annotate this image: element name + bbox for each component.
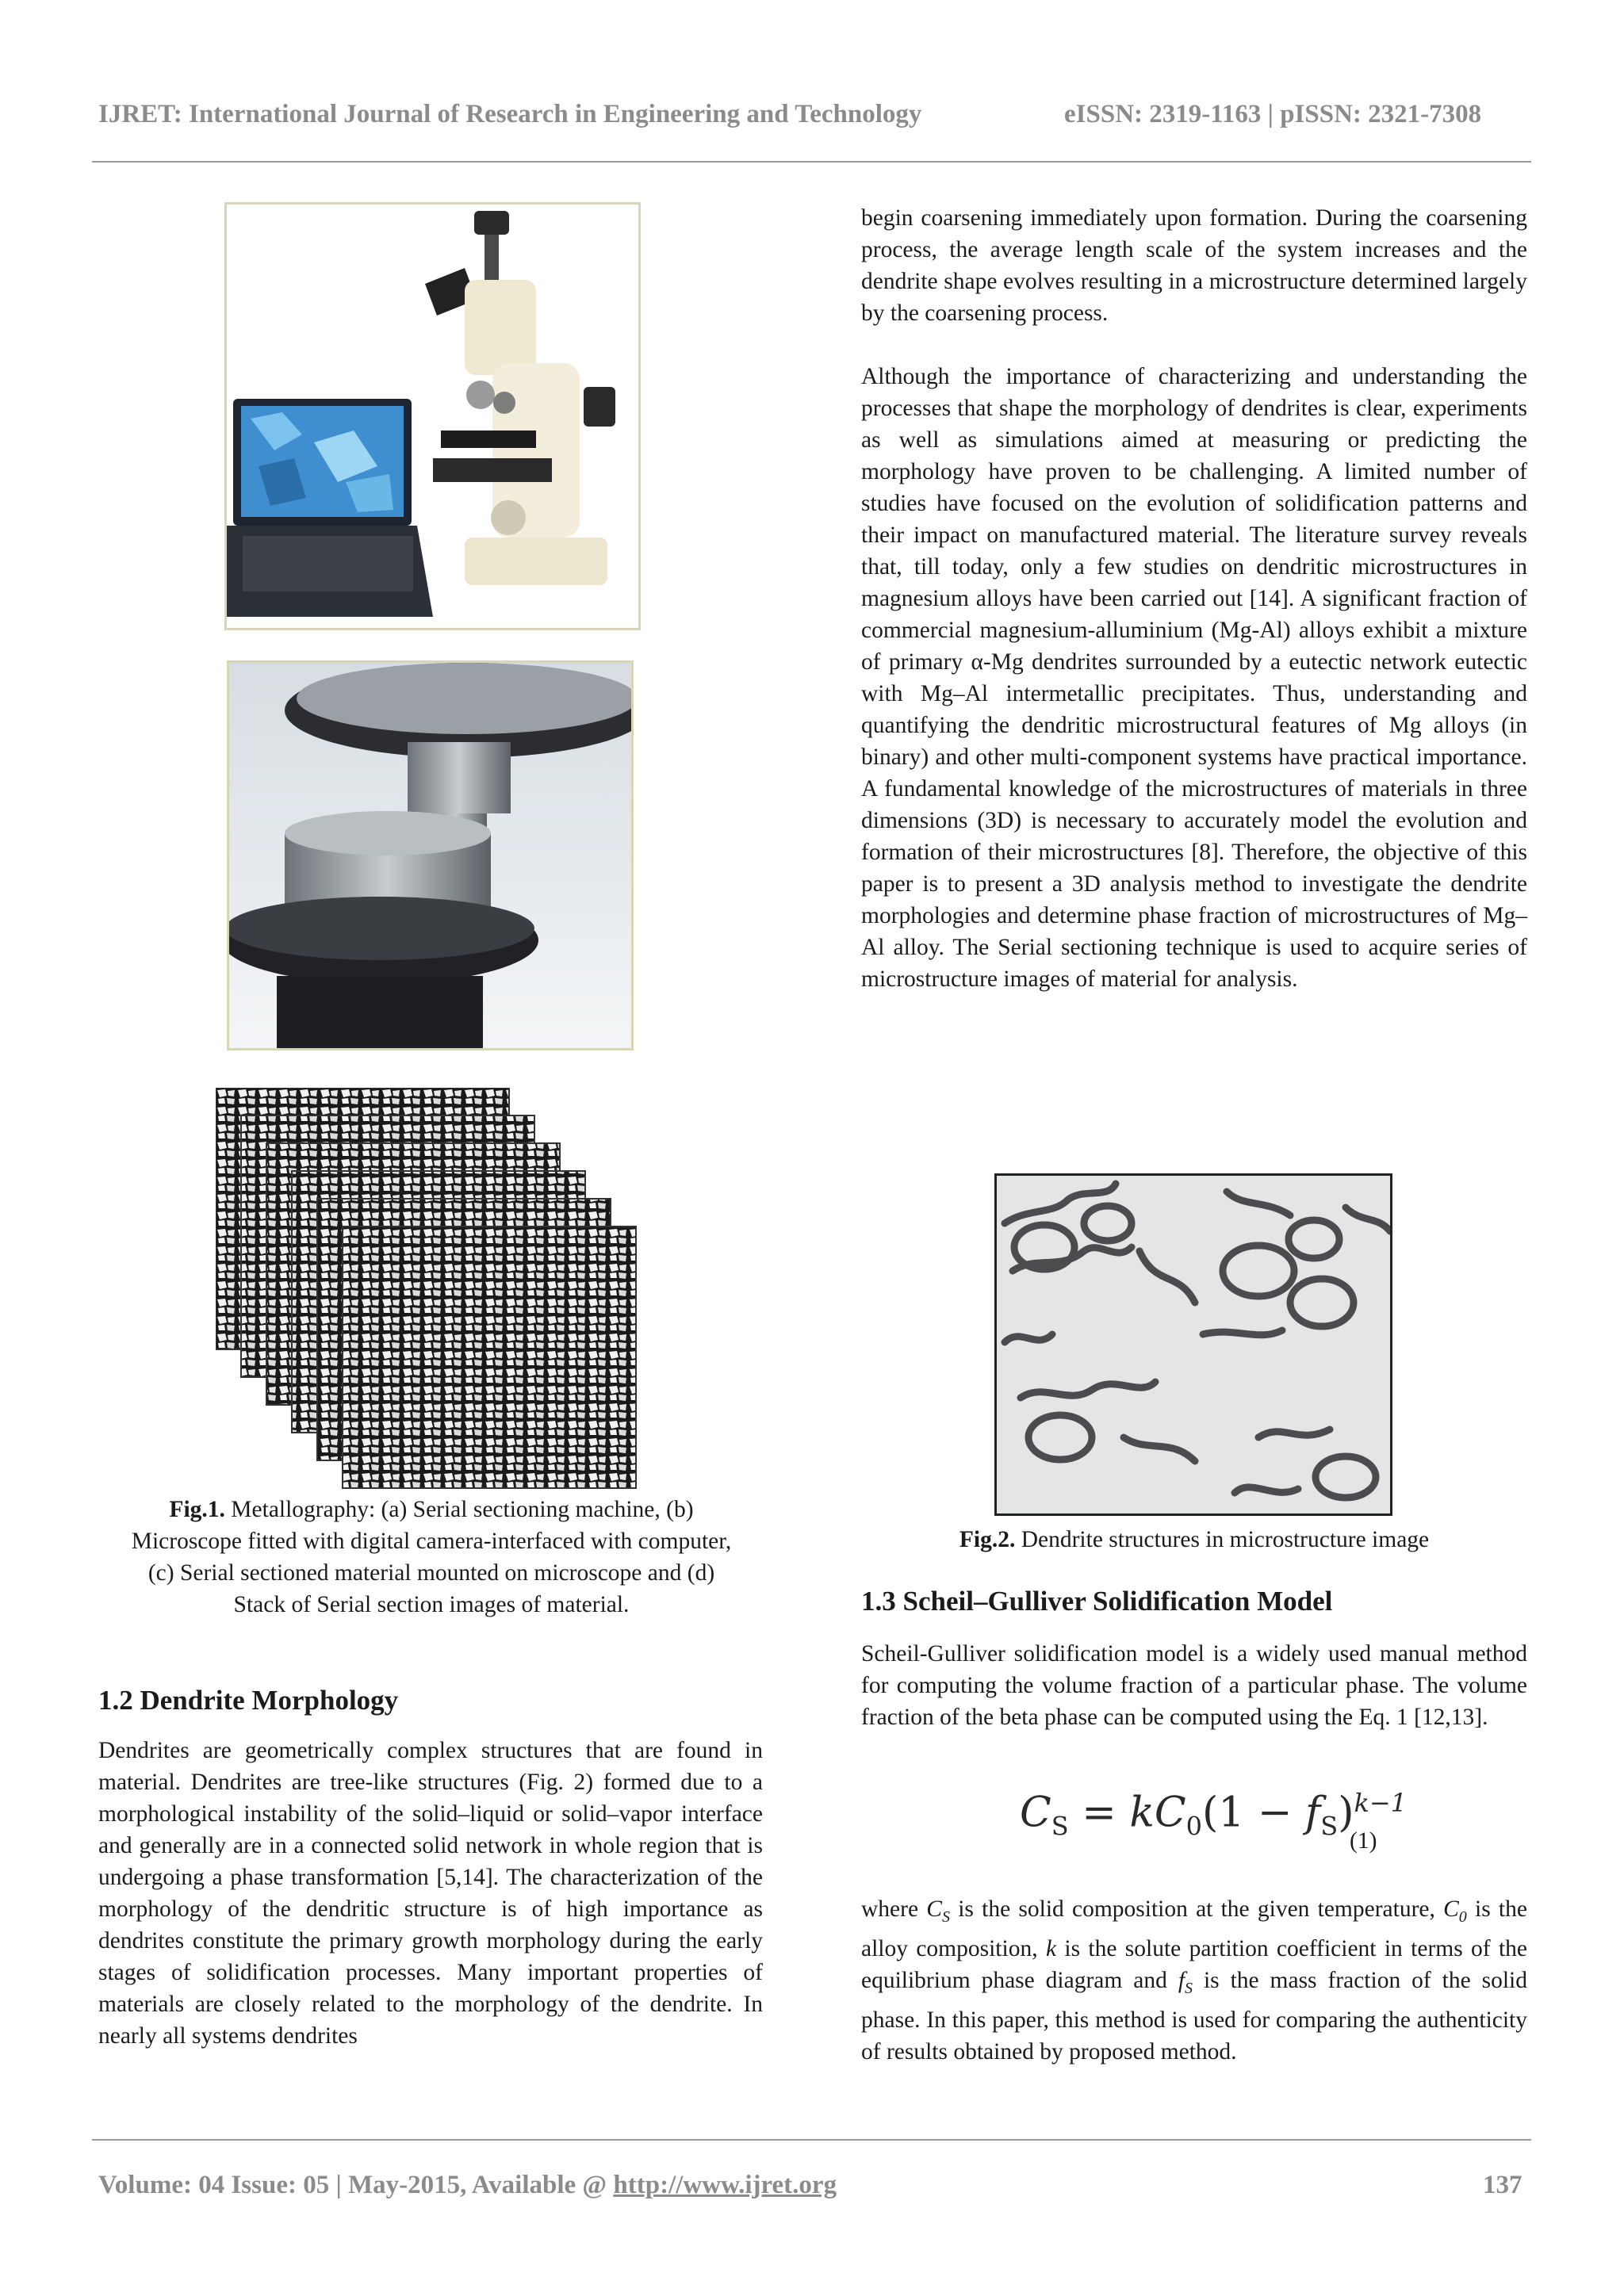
issn-text: eISSN: 2319-1163 | pISSN: 2321-7308 [1064, 100, 1482, 128]
footer-rule [92, 2139, 1531, 2141]
fig1-caption-text: Metallography: (a) Serial sectioning machine, (b) Microscope fitted with digital camera-interfaced with computer, (c) Serial sectioned material mounted on microscope and (d) Stack of Serial section images of material. [131, 1497, 732, 1617]
serial-section-stack-image [216, 1088, 648, 1490]
dendrite-morphology-text: Dendrites are geometrically complex structures that are found in material. Dendrites are tree-like structures (Fig. 2) formed due to a morphological instability of the solid–liquid or solid–vapor interface and generally are in a connected solid network in whole region that is undergoing a phase transformation [5,14]. The characterization of the morphology of the dendritic structure is of high importance as dendrites constitute the primary growth morphology during the early stages of solidification processes. Many important properties of materials are closely related to the morphology of the dendrite. In nearly all systems dendrites [98, 1738, 763, 2049]
variable-definitions: where $C_S$ is the solid composition at the given temperature, $C_0$ is the alloy composition, k is the solute partition coefficient in terms of the equilibrium phase diagram and $f_S$ is the mass fraction of the solid phase. In this paper, this method is used for comparing the authenticity of results obtained by proposed method. [861, 1896, 1528, 2064]
sectioning-machine-photo [227, 660, 634, 1050]
scheil-gulliver-paragraph [861, 1638, 1527, 1733]
scheil-gulliver-text: Scheil-Gulliver solidification model is a widely used manual method for computing the volume fraction of a particular phase. The volume fraction of the beta phase can be computed using the Eq. 1 [12,13]. [861, 1641, 1527, 1730]
right-column-text [861, 202, 1527, 995]
microscope-photo [224, 202, 641, 630]
fig1-caption-label: Fig.1. [169, 1497, 225, 1522]
where-paragraph [861, 1893, 1527, 2068]
dendrite-morphology-paragraph [98, 1735, 763, 2052]
fig2-caption-label: Fig.2. [959, 1527, 1016, 1552]
journal-title: IJRET: International Journal of Research in Engineering and Technology [98, 100, 922, 128]
coarsening-paragraph: begin coarsening immediately upon formation. During the coarsening process, the average length scale of the system increases and the dendrite shape evolves resulting in a microstructure determined largely by the coarsening process. [861, 205, 1527, 326]
fig2-caption-text: Dendrite structures in microstructure image [1015, 1527, 1430, 1552]
dendrite-microstructure-image [994, 1173, 1392, 1516]
journal-website-link[interactable]: http://www.ijret.org [613, 2171, 837, 2199]
section-heading-dendrite-morphology: 1.2 Dendrite Morphology [98, 1685, 399, 1716]
importance-paragraph: Although the importance of characterizing and understanding the processes that shape the morphology of dendrites is clear, experiments as well as simulations aimed at measuring or predicting the morphology have proven to be challenging. A limited number of studies have focused on the evolution of solidification patterns and their impact on manufactured material. The literature survey reveals that, till today, only a few studies on dendritic microstructures in magnesium alloys have been carried out [14]. A significant fraction of commercial magnesium-alluminium (Mg-Al) alloys exhibit a mixture of primary α-Mg dendrites surrounded by a eutectic network eutectic with Mg–Al intermetallic precipitates. Thus, understanding and quantifying the dendritic microstructural features of Mg alloys (in binary) and other multi-component systems have practical importance. A fundamental knowledge of the microstructures of materials in three dimensions (3D) is necessary to accurately model the evolution and formation of their microstructures [8]. Therefore, the objective of this paper is to present a 3D analysis method to investigate the dendrite morphologies and determine phase fraction of microstructures of Mg–Al alloy. The Serial sectioning technique is used to acquire series of microstructure images of material for analysis. [861, 364, 1527, 992]
fig1-caption [125, 1494, 737, 1621]
scheil-equation: $C_S = kC_0(1 - f_S)^{k-1}$ [1020, 1788, 1408, 1842]
equation-number: (1) [1350, 1828, 1377, 1854]
fig2-caption [861, 1524, 1527, 1556]
footer-volume: Volume: 04 Issue: 05 | May-2015, Available @ http://www.ijret.org [98, 2171, 837, 2199]
section-heading-scheil-gulliver: 1.3 Scheil–Gulliver Solidification Model [861, 1586, 1333, 1617]
header-rule [92, 161, 1531, 163]
page-number: 137 [1483, 2171, 1522, 2199]
